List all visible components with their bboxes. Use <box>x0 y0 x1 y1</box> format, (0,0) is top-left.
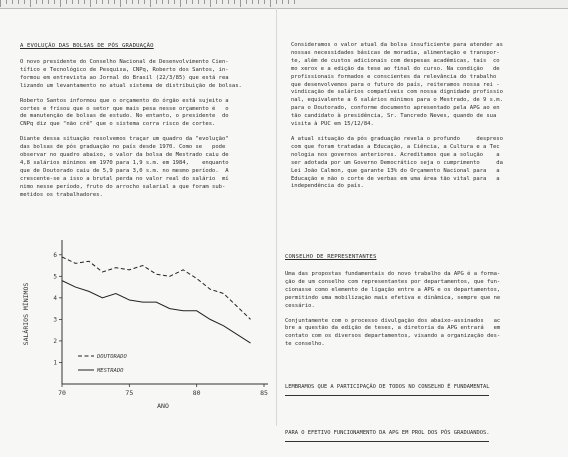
series-line-mestrado <box>62 281 251 343</box>
ruler-tick <box>228 0 229 4</box>
callout-line: PARA O EFETIVO FUNCIONAMENTO DA APG EM PROL DOS PÓS GRADUANDOS. <box>285 426 489 442</box>
left-paragraph: Roberto Santos informou que o orçamento do órgão está sujeito a cortes e frisou que o setor que mais pesa nesse orçamento é o de manutenção de bolsas de estudo. No entanto, o presidente do CNPq diz que "não crê" que o sistema corra risco de cortes. <box>20 97 229 128</box>
ruler-tick <box>0 0 1 7</box>
y-tick-label: 2 <box>53 337 57 345</box>
right-heading: CONSELHO DE REPRESENTANTES <box>285 254 377 260</box>
ruler-tick <box>72 0 73 4</box>
ruler-tick <box>174 0 175 4</box>
ruler-tick <box>156 0 157 4</box>
ruler-tick <box>240 0 241 7</box>
ruler-tick <box>252 0 253 4</box>
ruler-tick <box>162 0 163 4</box>
ruler-tick <box>222 0 223 4</box>
right-paragraph: Conjuntamente com o processo divulgação dos abaixo-assinados ac bre a questão da edição de teses, a diretoria da APG entrará em contato com os diversos departamentos, visando a organização des- te conselho. <box>285 317 501 348</box>
ruler-tick <box>90 0 91 7</box>
right-column-2 <box>285 271 563 356</box>
ruler-tick <box>24 0 25 4</box>
ruler-tick <box>120 0 121 7</box>
y-tick-label: 3 <box>53 316 57 324</box>
ruler-tick <box>192 0 193 4</box>
y-tick-label: 5 <box>53 273 57 281</box>
ruler-tick <box>102 0 103 4</box>
ruler-tick <box>60 0 61 7</box>
bolsas-line-chart <box>18 234 276 412</box>
ruler-tick <box>276 0 277 4</box>
ruler-tick <box>54 0 55 4</box>
ruler-tick <box>198 0 199 4</box>
y-tick-label: 1 <box>53 359 57 367</box>
ruler-tick <box>12 0 13 4</box>
ruler-tick <box>108 0 109 4</box>
x-axis-label: ANO <box>157 402 169 410</box>
ruler-tick <box>168 0 169 4</box>
ruler-tick <box>138 0 139 4</box>
series-line-doutorado <box>62 257 251 319</box>
ruler-tick <box>270 0 271 7</box>
legend-label: MESTRADO <box>97 368 124 374</box>
x-tick-label: 70 <box>58 389 66 397</box>
ruler-tick <box>96 0 97 4</box>
ruler-tick <box>246 0 247 4</box>
legend-label: DOUTORADO <box>97 354 127 360</box>
x-tick-label: 80 <box>192 389 201 397</box>
right-paragraph: Uma das propostas fundamentais do novo trabalho da APG é a forma- ção de um conselho com representantes por departamentos, que fun- cionasse como elemento de ligação entre a APG e os departamentos, permitindo uma mobilização mais efetiva e dinâmica, sempre que ne cessário. <box>285 271 501 309</box>
ruler-tick <box>114 0 115 4</box>
left-column <box>20 59 270 207</box>
ruler-tick <box>216 0 217 4</box>
page-fold <box>276 8 277 426</box>
ruler-tick <box>18 0 19 4</box>
x-tick-label: 75 <box>125 389 134 397</box>
left-paragraph: O novo presidente do Conselho Nacional de Desenvolvimento Cien- tífico e Tecnológico de Pesquisa, CNPq, Roberto dos Santos, in- formou em entrevista ao Jornal do Brasil (22/3/85) que está rea lizando um levantamento no atual sistema de distribuição de bolsas. <box>20 59 242 89</box>
ruler-tick <box>288 0 289 4</box>
ruler-tick <box>6 0 7 4</box>
y-axis-label: SALÁRIOS MÍNIMOS <box>22 282 30 346</box>
ruler-tick <box>48 0 49 4</box>
y-tick-label: 4 <box>53 294 57 302</box>
left-heading: A EVOLUÇÃO DAS BOLSAS DE PÓS GRADUAÇÃO <box>20 43 154 49</box>
ruler-tick <box>204 0 205 4</box>
ruler-tick <box>282 0 283 4</box>
ruler-tick <box>234 0 235 4</box>
right-paragraph: Consideramos o valor atual da bolsa insuficiente para atender as nossas necessidades básicas de moradia, alimentação e transpor- te, além de custos adicionais com despesas acadêmicas, tais co mo xerox e a edição da tese ao final do curso. Na condição de profissionais formados e conscientes da relevância do trabalho que desenvolvemos para o futuro do país, reiteramos nossa rei - vindicação de salários compatíveis com nossa dignidade profissio nal, equivalente a 6 salários mínimos para o Mestrado, de 9 s.m. para o Doutorado, conforme documento apresentado pela APG ao en tão candidato à presidência, Sr. Tancredo Neves, quando de sua visita à PUC em 15/12/84. <box>291 42 503 128</box>
ruler-tick <box>144 0 145 4</box>
right-paragraph: A atual situação da pós graduação revela o profundo despreso com que foram tratadas a Educação, a Ciência, a Cultura e a Tec nologia nos governos anteriores. Acreditamos que a solução a ser adotada por um Governo Democrático seja o cumprimento da Lei João Calmon, que garante 13% do Orçamento Nacional para a Educação e não o corte de verbas em uma área tão vital para a independência do país. <box>291 135 503 190</box>
x-tick-label: 85 <box>260 389 268 397</box>
ruler-tick <box>36 0 37 4</box>
callout-line: LEMBRAMOS QUE A PARTICIPAÇÃO DE TODOS NO CONSELHO É FUNDAMENTAL <box>285 380 489 396</box>
callout <box>285 350 489 457</box>
ruler-tick <box>126 0 127 4</box>
ruler-tick <box>30 0 31 7</box>
ruler-tick <box>210 0 211 7</box>
left-paragraph: Diante dessa situação resolvemos traçar um quadro da "evolução" das bolsas de pós graduação no país desde 1970. Como se pode observar no quadro abaixo, o valor da bolsa de Mestrado caiu de 4,8 salários mínimos em 1970 para 1,9 s.m. em 1984, enquanto que de Doutorado caiu de 5,9 para 3,0 s.m. no mesmo período. A crescente-se a isso a brutal perda no valor real do salário mí nimo nesse período, fruto do arrocho salarial a que foram sub- metidos os trabalhadores. <box>20 136 229 198</box>
ruler-tick <box>186 0 187 4</box>
ruler-tick <box>180 0 181 7</box>
ruler-tick <box>150 0 151 7</box>
ruler-tick <box>66 0 67 4</box>
ruler-tick <box>264 0 265 4</box>
y-tick-label: 6 <box>53 251 57 259</box>
ruler-tick <box>78 0 79 4</box>
ruler-tick <box>294 0 295 4</box>
ruler-tick <box>42 0 43 4</box>
ruler-tick <box>132 0 133 4</box>
right-column <box>291 42 563 198</box>
scanner-ruler <box>0 0 568 9</box>
ruler-tick <box>258 0 259 4</box>
ruler-tick <box>84 0 85 4</box>
